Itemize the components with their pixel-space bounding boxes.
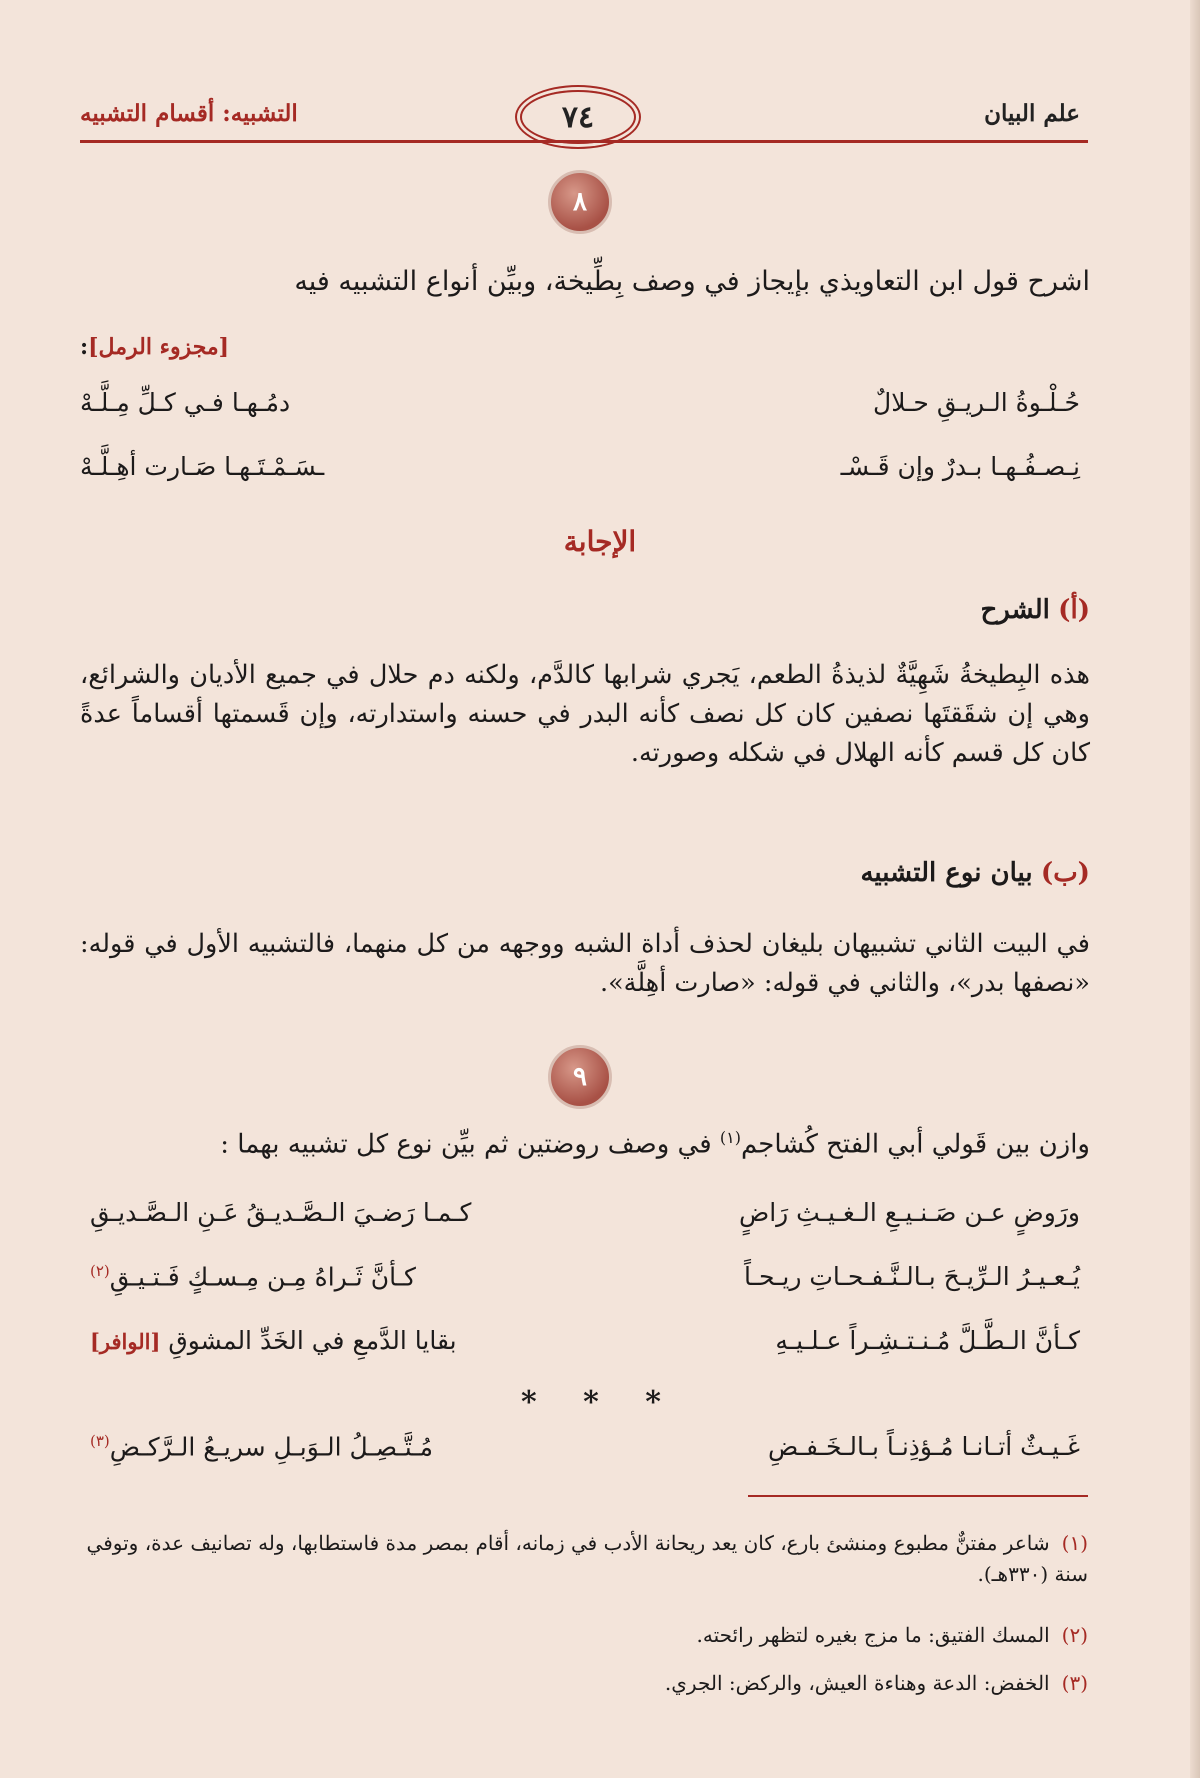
- section-separator: * * *: [521, 1385, 679, 1420]
- book-page: علم البيان ٧٤ التشبيه: أقسام التشبيه ٨ اشرح قول ابن التعاويذي بإيجاز في وصف بِطِّيخة، وبيِّن أنواع التشبيه فيه [مجزوء الرمل]: حُـلْـوةُ الـريـقِ حـلالٌ دمُـهـا فـي كـلِّ مِـلَّـهْ نِـصـفُـهـا بـدرٌ وإن قَـسْـ ـسَـمْـتَـهـا صَـارت أهِـلَّـهْ الإجابة (أ) الشرح هذه البِطيخةُ شَهِيَّةٌ لذيذةُ الطعم، يَجري شرابها كالدَّم، ولكنه دم حلال في جميع الأديان والشرائع، وهي إن شقَقتَها نصفين كان كل نصف كأنه البدر في حسنه واستدارته، وإن قَسمتها أقساماً عدةً كان كل قسم كأنه الهلال في شكله وصورته. (ب) بيان نوع التشبيه في البيت الثاني تشبيهان بليغان لحذف أداة الشبه ووجهه من كل منهما، فالتشبيه الأول في قوله: «نصفها بدر»، والثاني في قوله: «صارت أهِلَّة». ٩ وازن بين قَولي أبي الفتح كُشاجم$^{(١)}$ في وصف روضتين ثم بيِّن نوع كل تشبيه بهما : ورَوضٍ عـن صَـنـيـعِ الـغـيـثِ رَاضٍ كـمـا رَضـيَ الـصَّـديـقُ عَـنِ الـصَّـديـقِ يُـعـيـرُ الـرِّيـحَ بـالـنَّـفـحـاتِ ريـحـاً كـأنَّ ثَـراهُ مِـن مِـسـكٍ فَـتـيـقِ$^{(٢)}$ كـأنَّ الـطَّـلَّ مُـنـتـشِـراً عـلـيـهِ بقايا الدَّمعِ في الخَدِّ المشوقِ [الوافر] * * * غَـيـثٌ أتـانـا مُـؤذِنـاً بـالـخَـفـضِ مُـتَّـصِـلُ الـوَبـلِ سريـعُ الـرَّكـضِ$^{(٣)}$ (١)شاعر مفتنٌّ مطبوع ومنشئ بارع، كان يعد ريحانة الأدب في زمانه، أقام بمصر مدة فاستطابها، وله تصانيف عدة، وتوفي سنة (٣٣٠هـ). (٢)المسك الفتيق: ما مزج بغيره لتظهر رائحته. (٣)الخفض: الدعة وهناءة العيش، والركض: الجري.: [0, 0, 1200, 1778]
- footnote-number: (٣): [1061, 1671, 1088, 1695]
- chapter-title: التشبيه: أقسام التشبيه: [80, 100, 298, 127]
- answer-heading: الإجابة: [563, 525, 637, 558]
- footnote: [80, 1668, 1088, 1699]
- exercise-number-badge: ٨: [548, 170, 612, 234]
- footnote-text: المسك الفتيق: ما مزج بغيره لتظهر رائحته.: [696, 1623, 1050, 1647]
- verse-hemistich-left: [90, 1262, 416, 1291]
- verse-hemistich-right: نِـصـفُـهـا بـدرٌ وإن قَـسْـ: [840, 452, 1080, 481]
- footnote-divider: [748, 1495, 1088, 1497]
- verse-text: بقايا الدَّمعِ في الخَدِّ المشوقِ: [168, 1326, 457, 1355]
- verse-hemistich-right: ورَوضٍ عـن صَـنـيـعِ الـغـيـثِ رَاضٍ: [738, 1198, 1080, 1227]
- prompt-text: وازن بين قَولي أبي الفتح كُشاجم: [740, 1129, 1090, 1160]
- footnote-text: الخفض: الدعة وهناءة العيش، والركض: الجري.: [664, 1671, 1050, 1695]
- footnote: [80, 1528, 1088, 1590]
- exercise-number-badge: ٩: [548, 1045, 612, 1109]
- verse-hemistich-left: [90, 1432, 433, 1461]
- footnote-number: (١): [1061, 1531, 1088, 1555]
- simile-type-paragraph: في البيت الثاني تشبيهان بليغان لحذف أداة الشبه ووجهه من كل منهما، فالتشبيه الأول في قوله: «نصفها بدر»، والثاني في قوله: «صارت أهِلَّة».: [80, 929, 1090, 998]
- verse-hemistich-right: حُـلْـوةُ الـريـقِ حـلالٌ: [873, 388, 1080, 417]
- verse-text: كـأنَّ ثَـراهُ مِـن مِـسـكٍ فَـتـيـقِ: [109, 1262, 416, 1292]
- verse-text: مُـتَّـصِـلُ الـوَبـلِ سريـعُ الـرَّكـضِ: [109, 1432, 434, 1462]
- explanation-paragraph: هذه البِطيخةُ شَهِيَّةٌ لذيذةُ الطعم، يَجري شرابها كالدَّم، ولكنه دم حلال في جميع الأديان والشرائع، وهي إن شقَقتَها نصفين كان كل نصف كأنه البدر في حسنه واستدارته، وإن قَسمتها أقساماً عدةً كان كل قسم كأنه الهلال في شكله وصورته.: [80, 660, 1090, 768]
- meter-label: [الوافر]: [90, 1329, 161, 1354]
- header-divider: [80, 140, 1088, 143]
- verse-hemistich-left: دمُـهـا فـي كـلِّ مِـلَّـهْ: [80, 388, 291, 417]
- part-marker: (ب): [1040, 858, 1090, 888]
- verse-hemistich-left: كـمـا رَضـيَ الـصَّـديـقُ عَـنِ الـصَّـديـقِ: [90, 1198, 472, 1227]
- verse-hemistich-right: كـأنَّ الـطَّـلَّ مُـنـتـشِـراً عـلـيـهِ: [775, 1326, 1080, 1355]
- verse-hemistich-right: غَـيـثٌ أتـانـا مُـؤذِنـاً بـالـخَـفـضِ: [768, 1432, 1080, 1461]
- section-title: بيان نوع التشبيه: [860, 858, 1033, 888]
- exercise-prompt: [80, 1126, 1090, 1164]
- meter-label: [مجزوء الرمل]: [88, 334, 230, 360]
- footnote-ref: (٣): [90, 1432, 110, 1450]
- prompt-text: في وصف روضتين ثم بيِّن نوع كل تشبيه بهما :: [220, 1129, 712, 1160]
- section-title: الشرح: [980, 595, 1050, 625]
- part-marker: (أ): [1058, 595, 1090, 625]
- book-title: علم البيان: [984, 100, 1080, 127]
- verse-hemistich-left: ـسَـمْـتَـهـا صَـارت أهِـلَّـهْ: [80, 452, 325, 481]
- footnote-text: شاعر مفتنٌّ مطبوع ومنشئ بارع، كان يعد ريحانة الأدب في زمانه، أقام بمصر مدة فاستطابها، وله تصانيف عدة، وتوفي سنة (٣٣٠هـ).: [86, 1531, 1088, 1586]
- verse-hemistich-left: [90, 1326, 457, 1355]
- footnote: [80, 1620, 1088, 1651]
- footnote-ref: (١): [719, 1128, 741, 1147]
- page-number: ٧٤: [520, 90, 636, 144]
- footnote-number: (٢): [1061, 1623, 1088, 1647]
- footnote-ref: (٢): [90, 1262, 110, 1280]
- exercise-prompt: اشرح قول ابن التعاويذي بإيجاز في وصف بِطِّيخة، وبيِّن أنواع التشبيه فيه: [294, 266, 1090, 297]
- verse-hemistich-right: يُـعـيـرُ الـرِّيـحَ بـالـنَّـفـحـاتِ ريـحـاً: [744, 1262, 1080, 1291]
